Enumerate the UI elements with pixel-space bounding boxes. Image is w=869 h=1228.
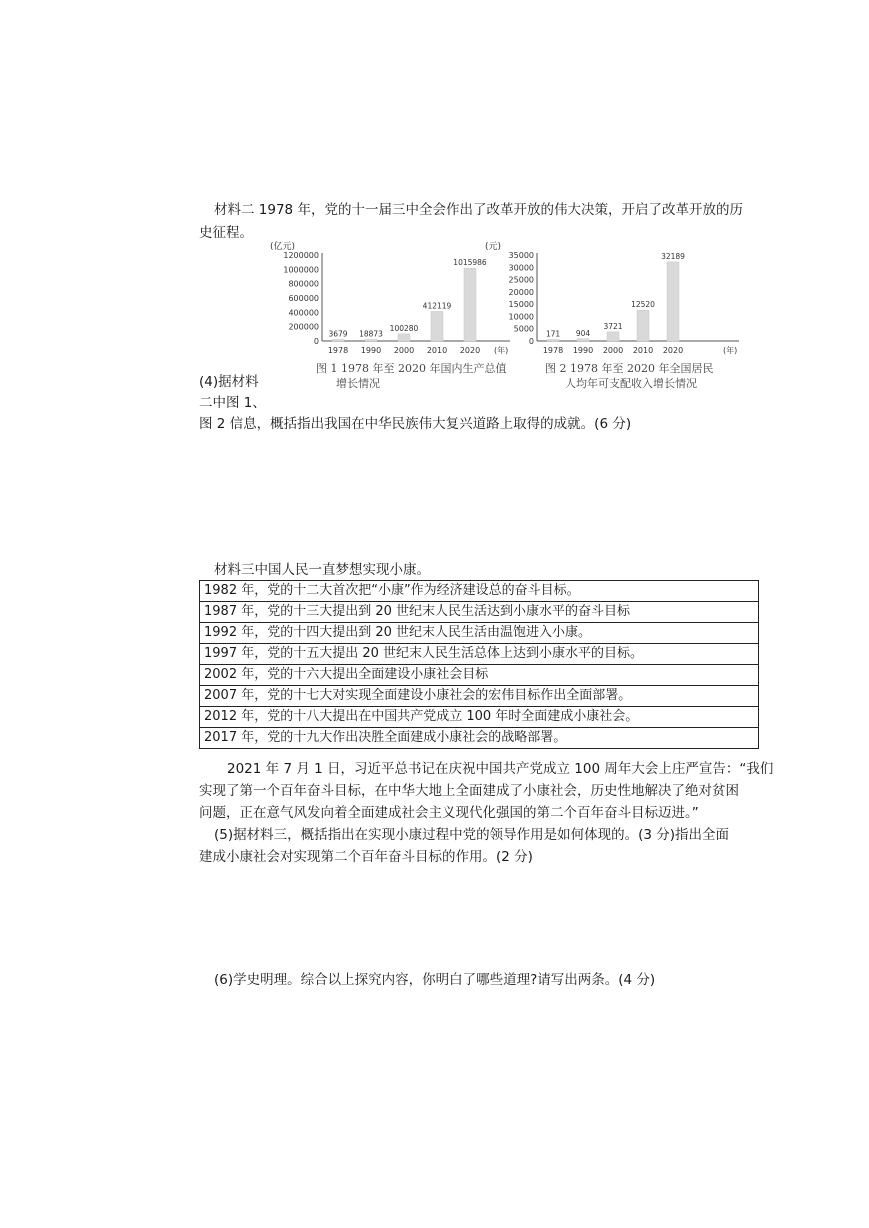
y-tick-label: 30000	[508, 263, 534, 273]
table-cell: 2017 年，党的十九大作出决胜全面建成小康社会的战略部署。	[200, 728, 759, 749]
y-tick-label: 1200000	[283, 251, 319, 260]
x-tick-label: 1990	[572, 346, 594, 355]
x-tick-label: 2020	[662, 346, 684, 355]
bar	[607, 332, 619, 341]
material3-heading: 材料三中国人民一直梦想实现小康。	[214, 562, 430, 578]
bar-value-label: 3721	[603, 321, 623, 331]
income-bar-chart	[485, 232, 745, 357]
bar	[547, 340, 559, 342]
y-axis-unit-label: (亿元)	[270, 242, 296, 252]
bar	[365, 340, 377, 342]
bar-value-label: 904	[575, 328, 591, 338]
question5-line1: (5)据材料三，概括指出在实现小康过程中党的领导作用是如何体现的。(3 分)指出全面	[214, 827, 730, 843]
material2-line2: 史征程。	[199, 225, 253, 241]
table-row	[200, 728, 759, 749]
x-tick-label: 2010	[632, 346, 654, 355]
y-axis-unit-label: (元)	[485, 242, 502, 252]
table-row	[200, 581, 759, 602]
bar-value-label: 1015986	[453, 258, 487, 268]
table-cell: 2002 年，党的十六大提出全面建设小康社会目标	[200, 665, 759, 686]
y-tick-label: 5000	[513, 324, 534, 334]
table-cell: 1982 年，党的十二大首次把“小康”作为经济建设总的奋斗目标。	[200, 581, 759, 602]
x-axis-unit-label: (年)	[494, 346, 509, 355]
y-tick-label: 10000	[508, 312, 534, 322]
question4-line2: 二中图 1、	[199, 395, 266, 411]
table-cell: 1987 年，党的十三大提出到 20 世纪末人民生活达到小康水平的奋斗目标	[200, 602, 759, 623]
bar	[577, 339, 589, 341]
question4-line3: 图 2 信息，概括指出我国在中华民族伟大复兴道路上取得的成就。(6 分)	[199, 416, 632, 432]
x-tick-label: 1978	[542, 346, 564, 355]
table-cell: 2007 年，党的十七大对实现全面建设小康社会的宏伟目标作出全面部署。	[200, 686, 759, 707]
xiaokang-timeline-table	[199, 580, 759, 749]
table-cell: 2012 年，党的十八大提出在中国共产党成立 100 年时全面建成小康社会。	[200, 707, 759, 728]
material3-para-line1: 2021 年 7 月 1 日，习近平总书记在庆祝中国共产党成立 100 周年大会上庄严宣告：“我们	[227, 761, 774, 777]
bar-value-label: 32189	[661, 251, 685, 261]
chart1-caption-line1: 图 1 1978 年至 2020 年国内生产总值	[316, 362, 507, 375]
bar-value-label: 412119	[422, 301, 452, 311]
y-tick-label: 20000	[508, 287, 534, 297]
y-tick-label: 35000	[508, 251, 534, 260]
bar-value-label: 12520	[631, 300, 655, 310]
x-tick-label: 2010	[426, 346, 448, 355]
question4-line1: (4)据材料	[199, 374, 259, 390]
chart2-caption-line1: 图 2 1978 年至 2020 年全国居民	[545, 362, 714, 375]
table-row	[200, 602, 759, 623]
table-row	[200, 623, 759, 644]
material3-para-line3: 问题，正在意气风发向着全面建成社会主义现代化强国的第二个百年奋斗目标迈进。”	[199, 805, 699, 821]
x-tick-label: 1978	[327, 346, 349, 355]
x-tick-label: 2020	[459, 346, 481, 355]
x-tick-label: 2000	[393, 346, 415, 355]
bar	[464, 268, 476, 341]
material2-line1: 材料二 1978 年，党的十一届三中全会作出了改革开放的伟大决策，开启了改革开放的历	[214, 202, 743, 218]
y-tick-label: 25000	[508, 275, 534, 285]
x-tick-label: 1990	[360, 346, 382, 355]
gdp-bar-chart	[270, 232, 520, 357]
table-row	[200, 686, 759, 707]
y-tick-label: 400000	[288, 308, 319, 318]
bar-value-label: 171	[545, 329, 561, 339]
y-tick-label: 200000	[288, 322, 319, 332]
material3-para-line2: 实现了第一个百年奋斗目标，在中华大地上全面建成了小康社会，历史性地解决了绝对贫困	[199, 783, 739, 799]
table-cell: 1992 年，党的十四大提出到 20 世纪末人民生活由温饱进入小康。	[200, 623, 759, 644]
x-tick-label: 2000	[602, 346, 624, 355]
bar	[637, 310, 649, 341]
x-axis-unit-label: (年)	[723, 346, 738, 355]
chart1-caption-line2: 增长情况	[336, 377, 380, 390]
table-cell: 1997 年，党的十五大提出 20 世纪末人民生活总体上达到小康水平的目标。	[200, 644, 759, 665]
y-tick-label: 1000000	[283, 265, 319, 275]
question6-line1: (6)学史明理。综合以上探究内容，你明白了哪些道理?请写出两条。(4 分)	[214, 972, 656, 988]
y-tick-label: 0	[313, 337, 319, 346]
bar-value-label: 18873	[359, 329, 383, 339]
chart2-caption-line2: 人均年可支配收入增长情况	[565, 377, 697, 390]
y-tick-label: 0	[528, 337, 534, 346]
y-tick-label: 600000	[288, 294, 319, 303]
y-tick-label: 15000	[508, 300, 534, 310]
bar	[431, 311, 443, 341]
bar-value-label: 100280	[389, 323, 419, 333]
table-row	[200, 707, 759, 728]
table-row	[200, 665, 759, 686]
bar	[332, 340, 344, 342]
question5-line2: 建成小康社会对实现第二个百年奋斗目标的作用。(2 分)	[199, 849, 533, 865]
bar-value-label: 3679	[328, 329, 348, 339]
y-tick-label: 800000	[288, 279, 319, 289]
bar	[667, 262, 679, 341]
table-row	[200, 644, 759, 665]
bar	[398, 334, 410, 341]
